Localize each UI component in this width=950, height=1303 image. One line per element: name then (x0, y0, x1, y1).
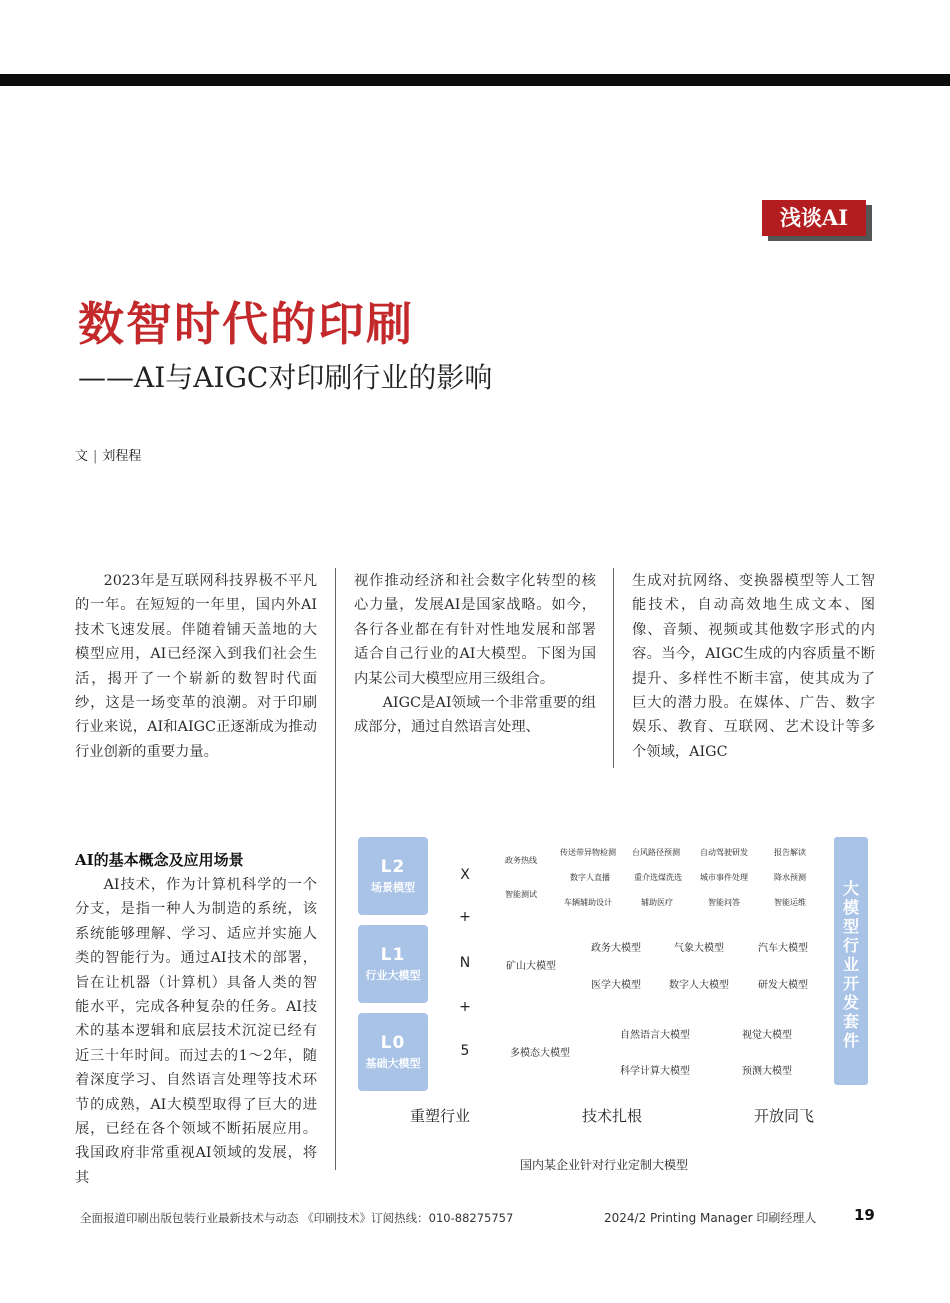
bottom-label: 开放同飞 (754, 1107, 815, 1125)
base-model: 视觉大模型 (742, 1030, 792, 1041)
bottom-label: 技术扎根 (582, 1107, 643, 1125)
footer-left: 全面报道印刷出版包装行业最新技术与动态 《印刷技术》订阅热线：010-88275757 (80, 1211, 514, 1225)
article-title: 数智时代的印刷 (78, 297, 414, 351)
byline-prefix: 文 (75, 449, 89, 464)
paragraph: AI技术，作为计算机科学的一个分支，是指一种人为制造的系统，该系统能够理解、学习、适应并实施人类的智能行为。通过AI技术的部署，旨在让机器（计算机）具备人类的智能水平，完成各种复杂的任务。AI技术的基本逻辑和底层技术沉淀已经有近三十年时间。而过去的1～2年，随着深度学习、自然语言处理等技术环节的成熟，AI大模型取得了巨大的进展，已经在各个领域不断拓展应用。我国政府非常重视AI领域的发展，将其 (75, 877, 317, 1186)
column-divider (335, 568, 336, 1170)
side-char: 大 (842, 879, 859, 898)
column-2 (354, 569, 596, 740)
scene-item: 智能运维 (774, 898, 806, 907)
level-code: L0 (380, 1033, 406, 1053)
side-char: 开 (842, 974, 859, 993)
industry-model: 气象大模型 (674, 943, 724, 954)
scene-item: 自动驾驶研发 (700, 848, 748, 857)
side-char: 件 (842, 1031, 859, 1050)
scene-item: 智能问答 (708, 898, 740, 907)
side-char: 行 (842, 936, 859, 955)
column-3 (632, 569, 875, 764)
paragraph: 生成对抗网络、变换器模型等人工智能技术，自动高效地生成文本、图像、音频、视频或其他数字形式的内容。当今，AIGC生成的内容质量不断提升、多样性不断丰富，使其成为了巨大的潜力股。在媒体、广告、数字娱乐、教育、互联网、艺术设计等多个领域，AIGC (632, 573, 875, 760)
level-box-l2 (358, 837, 428, 915)
base-model: 科学计算大模型 (620, 1066, 690, 1077)
byline-author: 刘程程 (102, 449, 142, 464)
industry-model: 数字人大模型 (669, 980, 729, 991)
level-code: L2 (380, 857, 406, 877)
base-model: 预测大模型 (742, 1066, 792, 1077)
section-tag: 浅谈AI (762, 200, 866, 236)
section-heading: AI的基本概念及应用场景 (75, 851, 244, 869)
section-concepts (75, 847, 317, 1190)
column-divider (613, 568, 614, 768)
scene-item: 重介选煤洗选 (634, 873, 682, 882)
scene-item: 数字人直播 (570, 873, 610, 882)
level-box-l0 (358, 1013, 428, 1091)
page-number: 19 (854, 1206, 875, 1224)
scene-item: 降水预测 (774, 873, 806, 882)
top-rule (0, 74, 950, 86)
symbol-plus: + (459, 909, 471, 925)
industry-model: 医学大模型 (591, 980, 641, 991)
level-name: 行业大模型 (365, 969, 421, 982)
byline (75, 445, 141, 464)
side-char: 模 (842, 898, 859, 917)
scene-item: 城市事件处理 (700, 873, 748, 882)
scene-item: 台风路径预测 (632, 848, 680, 857)
level-box-l1 (358, 925, 428, 1003)
industry-model: 政务大模型 (591, 943, 641, 954)
industry-model: 矿山大模型 (506, 961, 556, 972)
dev-kit-bar (834, 837, 868, 1085)
column-1 (75, 569, 317, 764)
industry-model: 汽车大模型 (758, 943, 808, 954)
paragraph: AIGC是AI领域一个非常重要的组成部分，通过自然语言处理、 (354, 695, 596, 736)
industry-model: 研发大模型 (758, 980, 808, 991)
base-model: 自然语言大模型 (620, 1030, 690, 1041)
level-name: 基础大模型 (365, 1057, 421, 1070)
side-char: 发 (842, 993, 859, 1012)
scene-item: 车辆辅助设计 (564, 898, 612, 907)
scene-item: 智能测试 (505, 890, 537, 899)
diagram-caption: 国内某企业针对行业定制大模型 (520, 1158, 689, 1172)
symbol-five: 5 (460, 1043, 470, 1059)
article-subtitle: ——AI与AIGC对印刷行业的影响 (78, 361, 493, 394)
level-name: 场景模型 (371, 881, 415, 894)
level-code: L1 (380, 945, 406, 965)
byline-separator: | (93, 449, 98, 464)
bottom-label: 重塑行业 (410, 1107, 471, 1125)
base-model: 多模态大模型 (510, 1048, 570, 1059)
model-diagram (352, 833, 875, 1178)
paragraph: 2023年是互联网科技界极不平凡的一年。在短短的一年里，国内外AI技术飞速发展。伴随着铺天盖地的大模型应用，AI已经深入到我们社会生活，揭开了一个崭新的数智时代面纱，这是一场变革的浪潮。对于印刷行业来说，AI和AIGC正逐渐成为推动行业创新的重要力量。 (75, 573, 317, 760)
side-char: 型 (842, 917, 859, 936)
footer-right: 2024/2 Printing Manager 印刷经理人 (604, 1211, 817, 1225)
scene-item: 报告解读 (774, 848, 806, 857)
scene-item: 政务热线 (505, 856, 537, 865)
side-char: 业 (842, 955, 859, 974)
scene-item: 辅助医疗 (641, 898, 673, 907)
symbol-x: X (460, 867, 470, 883)
paragraph: 视作推动经济和社会数字化转型的核心力量，发展AI是国家战略。如今，各行各业都在有针对性地发展和部署适合自己行业的AI大模型。下图为国内某公司大模型应用三级组合。 (354, 573, 596, 687)
scene-item: 传送带异物检测 (560, 848, 616, 857)
symbol-n: N (459, 955, 471, 971)
symbol-plus: + (459, 999, 471, 1015)
side-char: 套 (842, 1012, 859, 1031)
